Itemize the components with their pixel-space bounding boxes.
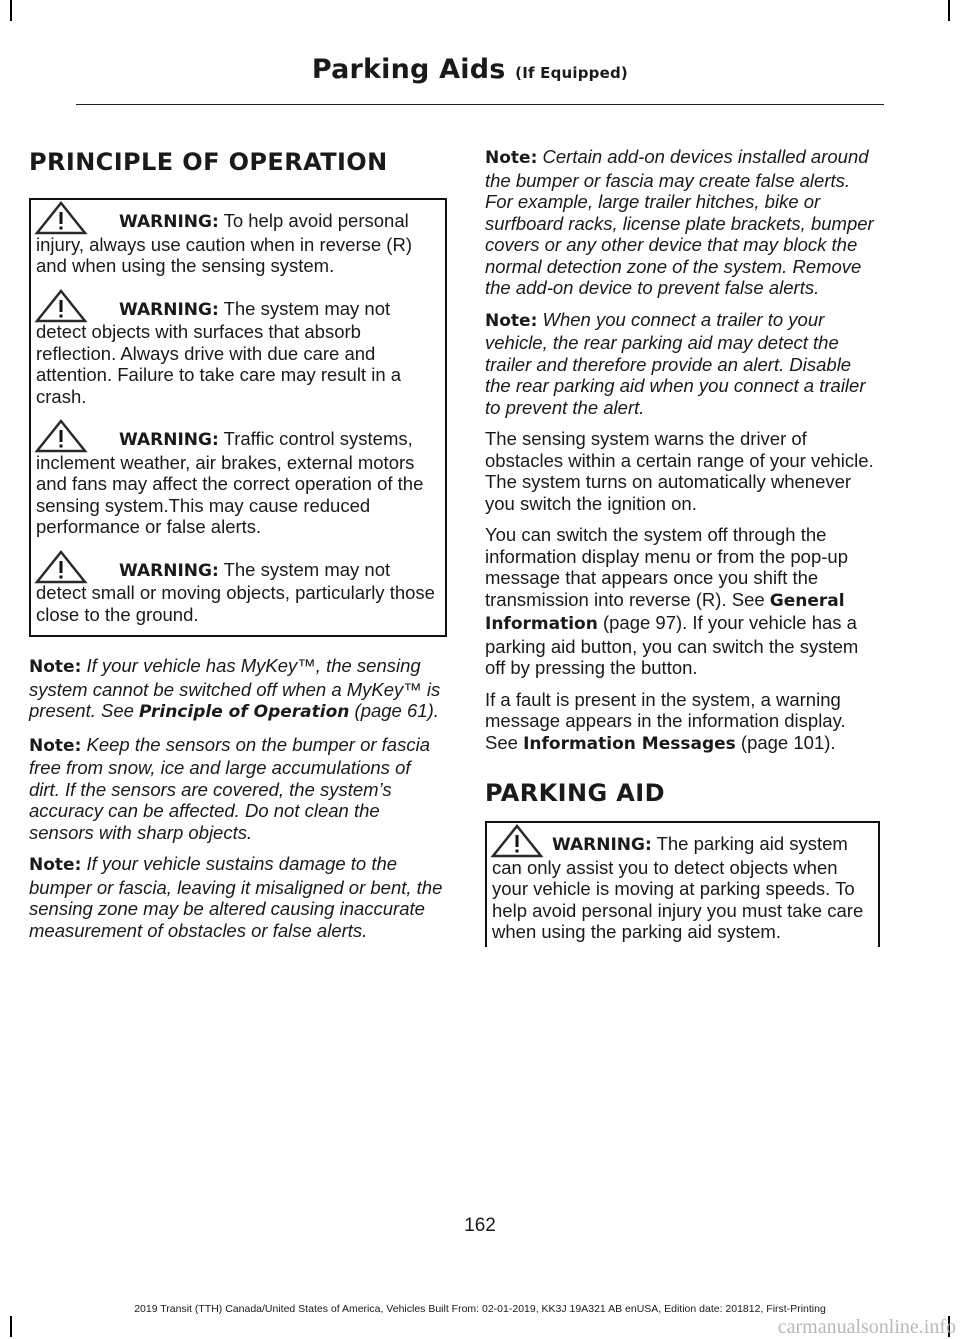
warning-item [36, 559, 439, 626]
warning-text: Traffic control systems, inclement weather, air brakes, external motors and fans may affect the correct operation of the sensing system.This may cause reduced performance or false alerts. [36, 428, 424, 537]
note-label: Note: [29, 657, 82, 677]
paragraph-text: If a fault is present in the system, a warning message appears in the information display. See [485, 688, 846, 753]
warning-item [36, 428, 439, 538]
crop-mark [10, 1316, 12, 1337]
warning-label: WARNING: [119, 299, 219, 320]
left-column [29, 143, 445, 951]
note-item [485, 309, 880, 419]
cross-reference-link[interactable]: Information Messages [523, 733, 736, 754]
warning-label: WARNING: [119, 212, 219, 232]
body-paragraph [485, 524, 880, 679]
warning-text: The system may not detect objects with surfaces that absorb reflection. Always drive with due care and attention. Failure to take care may result in a crash. [36, 297, 402, 407]
note-item [29, 655, 445, 724]
warning-item [492, 833, 872, 943]
paragraph-text: If your vehicle has a parking aid button, you can switch the system off by pressing the button. [485, 612, 859, 678]
note-item [485, 146, 880, 299]
note-item [29, 734, 445, 844]
warning-icon [34, 200, 88, 236]
note-label: Note: [29, 855, 82, 875]
note-label: Note: [485, 148, 538, 168]
warning-label: WARNING: [119, 430, 219, 450]
warning-label: WARNING: [552, 835, 652, 855]
note-label: Note: [29, 735, 82, 756]
footer-text: 2019 Transit (TTH) Canada/United States of America, Vehicles Built From: 02-01-2019, KK3J 19A321 AB enUSA, Edition date: 201812, First-Printing [134, 1303, 826, 1315]
warning-box [29, 198, 447, 637]
cross-reference-link[interactable]: Principle of Operation [139, 702, 350, 722]
warning-box [485, 821, 880, 947]
note-item [29, 853, 445, 941]
cross-reference-link[interactable]: General Information [485, 590, 845, 634]
body-paragraph: The sensing system warns the driver of obstacles within a certain range of your vehicle. The system turns on automatically whenever you switch the ignition on. [485, 428, 874, 514]
note-text: Keep the sensors on the bumper or fascia free from snow, ice and large accumulations of dirt. If the sensors are covered, the system’s accuracy can be affected. Do not clean the sensors with sharp objects. [29, 733, 430, 843]
note-text: If your vehicle sustains damage to the bumper or fascia, leaving it misaligned or bent, the sensing zone may be altered causing inaccurate measurement of obstacles or false alerts. [29, 853, 443, 941]
header-divider [76, 104, 884, 105]
page-reference: (page 101). [740, 731, 836, 753]
page-title [312, 54, 628, 85]
page-reference: (page 97). [602, 612, 688, 633]
section-heading: PRINCIPLE OF OPERATION [29, 148, 388, 176]
warning-text: The parking aid system can only assist you to detect objects when your vehicle is moving at parking speeds. To help avoid personal injury you must take care when using the parking aid system. [492, 833, 864, 942]
crop-mark [948, 0, 950, 21]
watermark: carmanualsonline.info [777, 1316, 956, 1338]
section-heading: PARKING AID [485, 779, 665, 807]
warning-label: WARNING: [119, 560, 219, 581]
section-subtitle: (If Equipped) [515, 64, 628, 82]
warning-icon [34, 418, 88, 454]
note-text: Certain add-on devices installed around the bumper or fascia may create false alerts. For example, large trailer hitches, bike or surfboard racks, license plate brackets, bumper covers or any other device that may block the normal detection zone of the system. Remove the add-on device to prevent false alerts. [485, 146, 874, 298]
body-paragraph [485, 689, 880, 756]
warning-text: To help avoid personal injury, always use caution when in reverse (R) and when using the sensing system. [36, 210, 412, 276]
right-column [485, 146, 880, 947]
notes-list [29, 655, 445, 941]
note-label: Note: [485, 310, 538, 331]
warning-icon [34, 549, 88, 585]
page-reference: (page 61). [354, 700, 439, 721]
warning-icon [34, 288, 88, 324]
note-text: When you connect a trailer to your vehicle, the rear parking aid may detect the trailer and therefore provide an alert. Disable the rear parking aid when you connect a trailer to prevent the alert. [485, 308, 866, 418]
section-title: Parking Aids [311, 54, 506, 85]
note-text: If your vehicle has MyKey™, the sensing system cannot be switched off when a MyKey™ is present. See [29, 655, 441, 721]
warning-item [36, 210, 439, 277]
warning-item [36, 298, 439, 408]
paragraph-text: You can switch the system off through the information display menu or from the pop-up message that appears once you shift the transmission into reverse (R). See [485, 524, 848, 610]
page-number: 162 [464, 1215, 496, 1236]
crop-mark [10, 0, 12, 21]
warning-text: The system may not detect small or moving objects, particularly those close to the ground. [36, 558, 435, 625]
warning-icon [490, 823, 544, 859]
